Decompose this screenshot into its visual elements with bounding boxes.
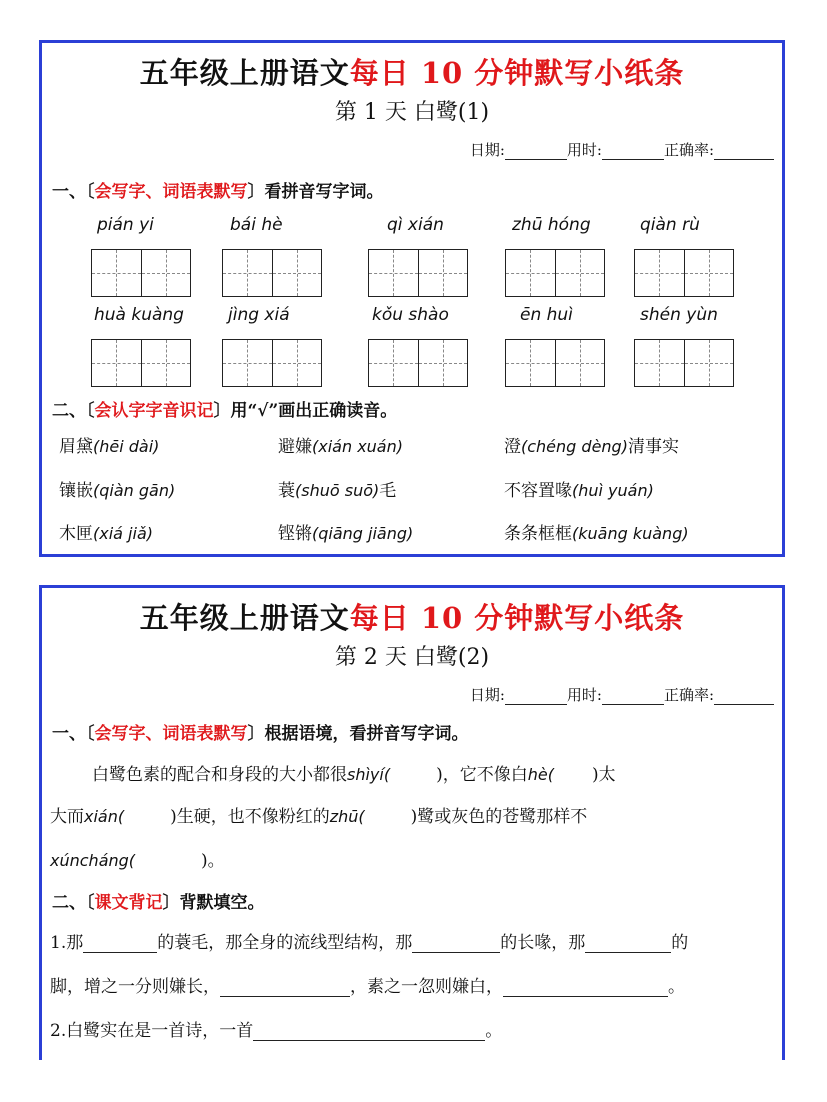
reading-chars: 蓑 (278, 481, 295, 501)
pinyin-label: huà kuàng (94, 305, 184, 325)
fill-blank[interactable] (83, 936, 157, 953)
text: 。 (668, 977, 685, 997)
reading-item[interactable] (278, 519, 413, 544)
pinyin-label: jìng xiá (228, 305, 290, 325)
pinyin-label: kǒu shào (372, 305, 449, 325)
grid-cell[interactable] (369, 340, 419, 386)
grid-cell[interactable] (635, 340, 685, 386)
text: )生硬，也不像粉红的 (170, 807, 330, 827)
text: 脚，增之一分则嫌长， (50, 977, 220, 997)
grid-cell[interactable] (223, 340, 273, 386)
reading-chars: 不容置喙 (504, 481, 572, 501)
text: 的 (671, 933, 689, 953)
text: 的蓑毛，那全身的流线型结构，那 (157, 933, 413, 953)
worksheet-day2 (39, 585, 785, 1060)
reading-pinyin[interactable]: (xiá jiǎ) (93, 524, 153, 543)
reading-item[interactable] (59, 519, 153, 544)
fill-blank[interactable] (585, 936, 671, 953)
date-label: 日期: (469, 686, 505, 704)
pinyin-label: shén yùn (640, 305, 718, 325)
text: 2.白鹭实在是一首诗，一首 (50, 1021, 254, 1041)
worksheet-day1 (39, 40, 785, 557)
grid-cell[interactable] (273, 250, 322, 296)
text: 1.那 (50, 933, 84, 953)
reading-pinyin[interactable]: (kuāng kuàng) (572, 524, 689, 543)
reading-pinyin[interactable]: (chéng dèng) (521, 437, 628, 456)
grid-cell[interactable] (92, 250, 142, 296)
reading-pinyin[interactable]: (qiàn gān) (93, 481, 176, 500)
reading-chars: 木匣 (59, 524, 93, 544)
title-red-text: 每日 10 分钟默写小纸条 (349, 601, 685, 635)
writing-grid[interactable] (91, 249, 191, 297)
writing-grid[interactable] (505, 339, 605, 387)
reading-pinyin[interactable]: (qiāng jiāng) (312, 524, 414, 543)
sec2-suffix: 〕背默填空。 (162, 893, 265, 913)
sec2-prefix: 二、〔 (52, 893, 95, 913)
title-black-text: 五年级上册语文 (139, 56, 350, 90)
reading-item[interactable] (504, 476, 654, 501)
grid-cell[interactable] (223, 250, 273, 296)
sec1-suffix: 〕看拼音写字词。 (247, 182, 384, 202)
title-red-text: 每日 10 分钟默写小纸条 (349, 56, 685, 90)
context-line-2 (50, 802, 774, 827)
sec1-highlight: 会写字、词语表默写 (94, 724, 248, 744)
sec1-highlight: 会写字、词语表默写 (94, 182, 248, 202)
section-2-heading (52, 396, 397, 421)
section-2-heading (52, 888, 265, 913)
context-line-3 (50, 846, 774, 871)
accuracy-blank[interactable] (714, 688, 774, 705)
writing-grid[interactable] (222, 249, 322, 297)
text: 的长喙，那 (500, 933, 586, 953)
writing-grid[interactable] (368, 249, 468, 297)
text: )鹭或灰色的苍鹭那样不 (410, 807, 588, 827)
section-1-heading (52, 177, 384, 202)
writing-grid[interactable] (91, 339, 191, 387)
pinyin-label: ēn huì (520, 305, 573, 325)
date-blank[interactable] (505, 143, 567, 160)
reading-chars: 澄 (504, 437, 521, 457)
fill-blank[interactable] (412, 936, 500, 953)
reading-after: 清事实 (627, 437, 679, 457)
sec1-suffix: 〕根据语境，看拼音写字词。 (247, 724, 469, 744)
pinyin-label: bái hè (230, 215, 283, 235)
text: )，它不像白 (436, 765, 528, 785)
reading-item[interactable] (59, 432, 159, 457)
fill-blank[interactable] (503, 980, 668, 997)
reading-chars: 镶嵌 (59, 481, 93, 501)
sec1-prefix: 一、〔 (52, 724, 95, 744)
accuracy-label: 正确率: (663, 141, 714, 159)
sec2-suffix: 〕用“√”画出正确读音。 (213, 401, 398, 421)
day-subtitle: 第 2 天 白鹭(2) (334, 645, 490, 670)
fill-line-2 (50, 972, 774, 997)
grid-cell[interactable] (142, 340, 191, 386)
sec1-prefix: 一、〔 (52, 182, 95, 202)
reading-chars: 眉黛 (59, 437, 93, 457)
time-blank[interactable] (602, 688, 664, 705)
pinyin-label: qiàn rù (640, 215, 700, 235)
title-black-text: 五年级上册语文 (139, 601, 350, 635)
date-blank[interactable] (505, 688, 567, 705)
grid-cell[interactable] (273, 340, 322, 386)
text: )太 (591, 765, 616, 785)
reading-item[interactable] (59, 476, 175, 501)
pinyin-label: qì xián (387, 215, 444, 235)
text: 大而 (50, 807, 84, 827)
reading-item[interactable] (278, 476, 396, 501)
grid-cell[interactable] (556, 250, 605, 296)
reading-chars: 铿锵 (278, 524, 312, 544)
writing-grid[interactable] (634, 249, 734, 297)
pinyin-prompt: zhū( (329, 807, 365, 826)
reading-chars: 避嫌 (278, 437, 312, 457)
grid-cell[interactable] (506, 250, 556, 296)
fill-blank[interactable] (220, 980, 350, 997)
text: 白鹭色素的配合和身段的大小都很 (92, 765, 347, 785)
time-blank[interactable] (602, 143, 664, 160)
grid-cell[interactable] (635, 250, 685, 296)
pinyin-prompt: xúncháng( (50, 851, 136, 870)
grid-cell[interactable] (556, 340, 605, 386)
time-label: 用时: (566, 686, 602, 704)
reading-after: 毛 (379, 481, 397, 501)
fill-blank[interactable] (253, 1024, 485, 1041)
reading-item[interactable] (504, 432, 679, 457)
text: )。 (201, 851, 225, 871)
fill-line-1 (50, 928, 774, 953)
pinyin-prompt: xián( (84, 807, 125, 826)
fill-line-3 (50, 1016, 774, 1041)
writing-grid[interactable] (505, 249, 605, 297)
grid-cell[interactable] (92, 340, 142, 386)
grid-cell[interactable] (685, 340, 734, 386)
reading-pinyin[interactable]: (shuō suō) (295, 481, 380, 500)
sec2-highlight: 会认字字音识记 (94, 401, 214, 421)
time-label: 用时: (566, 141, 602, 159)
grid-cell[interactable] (685, 250, 734, 296)
context-line-1 (92, 760, 774, 785)
worksheet-title (42, 51, 782, 92)
writing-grid[interactable] (222, 339, 322, 387)
pinyin-prompt: shìyí( (347, 765, 391, 784)
pinyin-label: pián yi (97, 215, 154, 235)
grid-cell[interactable] (506, 340, 556, 386)
reading-item[interactable] (278, 432, 403, 457)
sec2-highlight: 课文背记 (94, 893, 163, 913)
accuracy-label: 正确率: (663, 686, 714, 704)
reading-pinyin[interactable]: (hēi dài) (93, 437, 160, 456)
sec2-prefix: 二、〔 (52, 401, 95, 421)
grid-cell[interactable] (369, 250, 419, 296)
text: ，素之一忽则嫌白， (350, 977, 503, 997)
worksheet-title (42, 596, 782, 637)
accuracy-blank[interactable] (714, 143, 774, 160)
section-1-heading (52, 719, 469, 744)
pinyin-prompt: hè( (527, 765, 554, 784)
grid-cell[interactable] (419, 250, 468, 296)
date-label: 日期: (469, 141, 505, 159)
reading-chars: 条条框框 (504, 524, 572, 544)
writing-grid[interactable] (634, 339, 734, 387)
reading-item[interactable] (504, 519, 689, 544)
grid-cell[interactable] (419, 340, 468, 386)
day-subtitle: 第 1 天 白鹭(1) (334, 100, 490, 125)
pinyin-label: zhū hóng (512, 215, 591, 235)
date-line (470, 684, 774, 705)
reading-pinyin[interactable]: (xián xuán) (312, 437, 403, 456)
writing-grid[interactable] (368, 339, 468, 387)
grid-cell[interactable] (142, 250, 191, 296)
text: 。 (485, 1021, 503, 1041)
date-line (470, 139, 774, 160)
reading-pinyin[interactable]: (huì yuán) (572, 481, 654, 500)
